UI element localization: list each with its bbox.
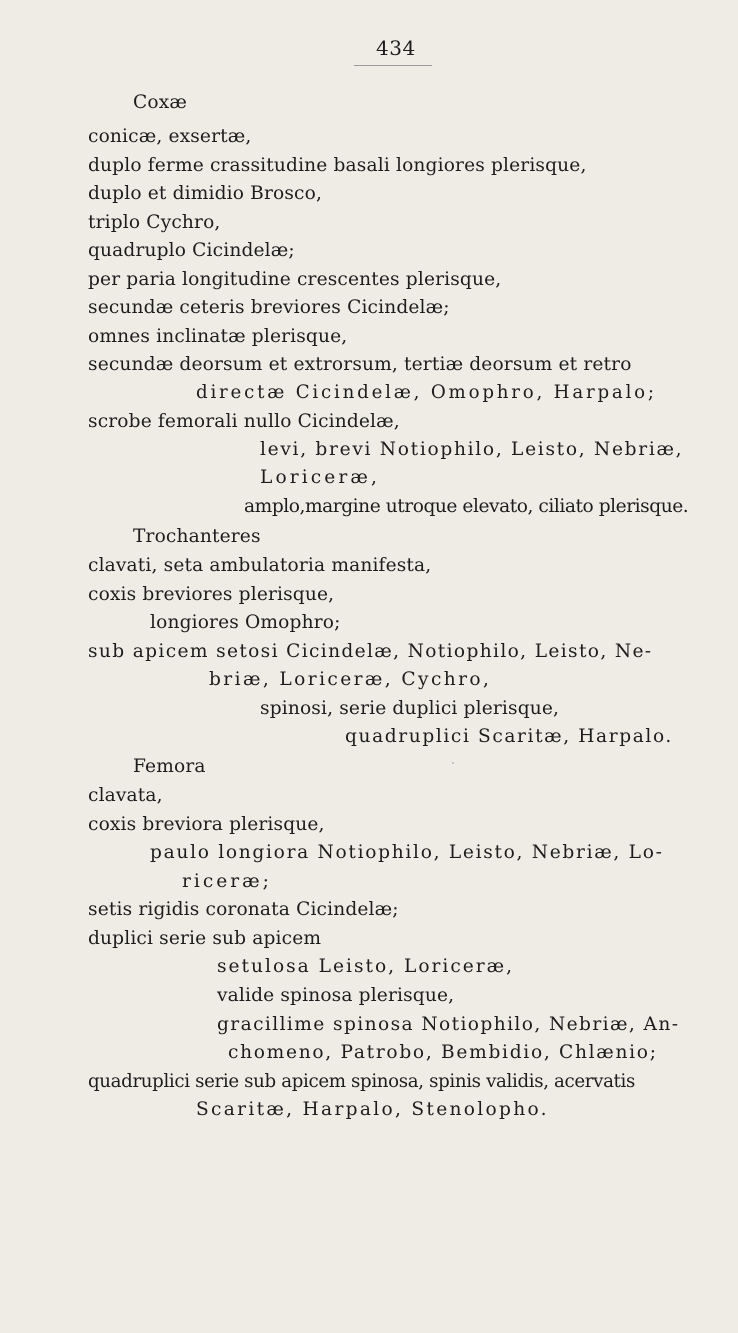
text-line: valide spinosa plerisque, — [217, 985, 455, 1006]
text-line: duplo et dimidio Brosco, — [88, 183, 323, 204]
text-line: setis rigidis coronata Cicindelæ; — [88, 899, 399, 920]
heading-coxae: Coxæ — [133, 92, 187, 113]
print-speck — [452, 762, 454, 764]
text-line: clavata, — [88, 785, 163, 806]
text-line: clavati, seta ambulatoria manifesta, — [88, 555, 432, 576]
text-line: quadruplici serie sub apicem spinosa, spinis validis, acervatis — [88, 1071, 635, 1092]
text-line: duplo ferme crassitudine basali longiores plerisque, — [88, 155, 587, 176]
text-line: coxis breviores plerisque, — [88, 584, 335, 605]
text-line: directæ Cicindelæ, Omophro, Harpalo; — [196, 382, 657, 403]
heading-trochanteres: Trochanteres — [133, 526, 261, 547]
text-line: omnes inclinatæ plerisque, — [88, 326, 348, 347]
text-line: quadruplici Scaritæ, Harpalo. — [345, 726, 673, 747]
text-line: levi, brevi Notiophilo, Leisto, Nebriæ, — [260, 439, 684, 460]
text-line: Loriceræ, — [260, 467, 380, 488]
text-line: gracillime spinosa Notiophilo, Nebriæ, An- — [217, 1014, 680, 1035]
text-line: paulo longiora Notiophilo, Leisto, Nebriæ, Lo- — [150, 842, 664, 863]
text-line: secundæ ceteris breviores Cicindelæ; — [88, 297, 450, 318]
text-line: coxis breviora plerisque, — [88, 814, 325, 835]
text-line: duplici serie sub apicem — [88, 928, 322, 949]
text-line: triplo Cychro, — [88, 212, 221, 233]
text-line: riceræ; — [182, 871, 272, 892]
text-line: conicæ, exsertæ, — [88, 126, 252, 147]
text-line: quadruplo Cicindelæ; — [88, 240, 295, 261]
text-line: sub apicem setosi Cicindelæ, Notiophilo, Leisto, Ne- — [88, 641, 653, 662]
text-line: per paria longitudine crescentes plerisque, — [88, 269, 502, 290]
text-line: Scaritæ, Harpalo, Stenolopho. — [196, 1099, 549, 1120]
text-line: amplo,margine utroque elevato, ciliato plerisque. — [244, 496, 689, 517]
text-line: secundæ deorsum et extrorsum, tertiæ deorsum et retro — [88, 354, 632, 375]
text-line: setulosa Leisto, Loriceræ, — [217, 956, 515, 977]
text-line: scrobe femorali nullo Cicindelæ, — [88, 411, 400, 432]
text-line: longiores Omophro; — [150, 612, 341, 633]
text-line: briæ, Loriceræ, Cychro, — [209, 669, 492, 690]
heading-femora: Femora — [133, 756, 206, 777]
page-number: 434 — [354, 36, 432, 66]
text-line: spinosi, serie duplici plerisque, — [260, 698, 560, 719]
text-line: chomeno, Patrobo, Bembidio, Chlænio; — [228, 1042, 658, 1063]
